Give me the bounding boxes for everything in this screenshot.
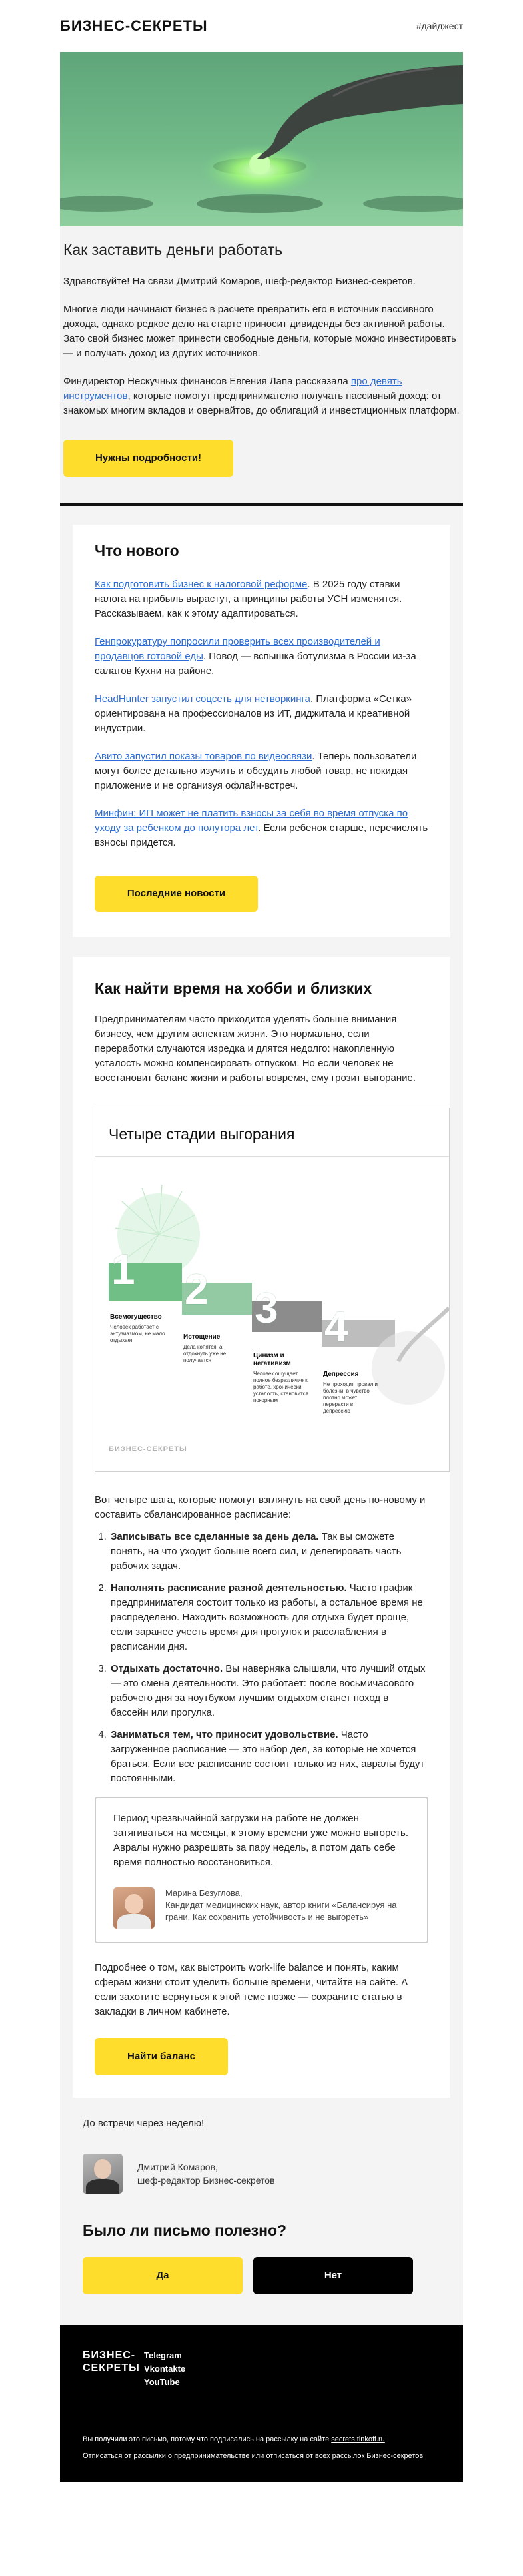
stage-description: Человек ощущает полное безразличие к работе, хронически усталость, становится покорным (253, 1371, 308, 1403)
site-link[interactable]: secrets.tinkoff.ru (331, 2435, 385, 2443)
intro-section (60, 226, 463, 503)
hero-illustration (60, 52, 463, 226)
social-link-telegram[interactable]: Telegram (144, 2350, 182, 2360)
hero-image (60, 52, 463, 226)
footer-top (83, 2349, 440, 2389)
news-card (73, 525, 450, 937)
footer (60, 2325, 463, 2482)
unsubscribe-all-link[interactable]: отписаться от всех рассылок Бизнес-секретов (266, 2452, 424, 2460)
step-item: 4. Заниматься тем, что приносит удовольствие. Часто загруженное расписание — это набор дел, за которые не хочется браться. Если все расписание состоит только из них, авралы будут постоянными. (109, 1728, 428, 1786)
news-list (95, 577, 428, 850)
steps-intro: Вот четыре шага, которые помогут взглянуть на свой день по-новому и составить сбалансированное расписание: (95, 1494, 426, 1520)
feedback-yes-button[interactable]: Да (83, 2257, 243, 2294)
expert-quote (95, 1797, 428, 1943)
signoff-text: До встречи через неделю! (83, 2118, 205, 2129)
intro-title: Как заставить деньги работать (63, 241, 283, 258)
latest-news-button[interactable]: Последние новости (95, 876, 258, 912)
social-link-youtube[interactable]: YouTube (144, 2377, 180, 2387)
feedback-title: Было ли письмо полезно? (83, 2222, 287, 2239)
stage-description: Не проходит провал и болезни, в чувство плотно может перерасти в депрессию (323, 1381, 378, 1414)
feedback-no-button[interactable]: Нет (253, 2257, 413, 2294)
social-links (144, 2349, 185, 2389)
burnout-figure (95, 1108, 450, 1472)
logo[interactable]: БИЗНЕС-СЕКРЕТЫ (60, 17, 208, 34)
step-item: 2. Наполнять расписание разной деятельностью. Часто график предпринимателя состоит только из работы, а остальное время не распределено. Находить возможность для отдыха будет проще, если заранее учесть время для прогулок и расслабления в расписании дня. (109, 1581, 428, 1654)
feedback-buttons (83, 2257, 440, 2325)
greeting-text: Здравствуйте! На связи Дмитрий Комаров, шеф-редактор Бизнес-секретов. (63, 276, 416, 287)
article-title: Как найти время на хобби и близких (95, 980, 372, 997)
signature (83, 2154, 440, 2194)
figure-watermark: БИЗНЕС-СЕКРЕТЫ (109, 1445, 187, 1453)
stage-description: Дела копятся, а отдохнуть уже не получается (183, 1344, 227, 1363)
article-intro: Предпринимателям часто приходится уделять больше внимания бизнесу, чем другим аспектам жизни. Это нормально, если переработки случаются изредка и длятся недолго: накопленную усталость можно компенсировать отпуском. Но если человек не восстановит баланс жизни и работы вовремя, ему грозит выгорание. (95, 1014, 416, 1084)
social-link-vkontakte[interactable]: Vkontakte (144, 2364, 186, 2374)
article-panel (60, 937, 463, 2098)
news-link[interactable]: HeadHunter запустил соцсеть для нетворкинга (95, 693, 311, 705)
news-link[interactable]: Генпрокуратуру попросили проверить всех производителей и продавцов готовой еды (95, 636, 380, 662)
quote-text: Период чрезвычайной загрузки на работе не должен затягиваться на месяцы, к этому времени уже можно выгореть. Авралы нужно разрешать за пару недель, а потом дать себе время полностью восстановиться. (113, 1813, 408, 1868)
quote-author (113, 1887, 412, 1929)
email-header (60, 0, 463, 52)
news-item: Как подготовить бизнес к налоговой реформе. В 2025 году ставки налога на прибыль вырастут, а принципы работы УСН изменятся. Рассказываем, как к этому адаптироваться. (95, 579, 402, 619)
editor-name: Дмитрий Комаров, (137, 2162, 218, 2172)
step-item: 1. Записывать все сделанные за день дела. Так вы сможете понять, на что уходит больше всего сил, и делегировать часть рабочих задач. (109, 1530, 428, 1574)
stage-number: 1 (111, 1245, 135, 1293)
unsubscribe-entrepreneur-link[interactable]: Отписаться от рассылки о предпринимательстве (83, 2452, 250, 2460)
details-button[interactable]: Нужны подробности! (63, 440, 233, 477)
intro-paragraph-2: Финдиректор Нескучных финансов Евгения Лапа рассказала про девять инструментов, которые помогут предпринимателю получать пассивный доход: от знакомых многим вкладов и овернайтов, до облигаций и инвестиционных платформ. (63, 376, 460, 416)
find-balance-button[interactable]: Найти баланс (95, 2038, 228, 2075)
news-item: Генпрокуратуру попросили проверить всех производителей и продавцов готовой еды. Повод — вспышка ботулизма в России из-за салатов Кухни на районе. (95, 636, 416, 677)
editor-avatar (83, 2154, 123, 2194)
news-item: Авито запустил показы товаров по видеосвязи. Теперь пользователи могут более детально изучить и обсудить любой товар, не покидая приложение и не организуя офлайн-встреч. (95, 751, 417, 791)
article-card (73, 957, 450, 2098)
news-link[interactable]: Авито запустил показы товаров по видеосвязи (95, 751, 312, 762)
news-title: Что нового (95, 542, 179, 559)
stage-number: 4 (324, 1303, 348, 1351)
news-link[interactable]: Как подготовить бизнес к налоговой реформе (95, 579, 308, 590)
footer-logo[interactable]: БИЗНЕС- СЕКРЕТЫ (83, 2350, 140, 2374)
stage-name: Всемогущество (110, 1313, 162, 1321)
author-description: Кандидат медицинских наук, автор книги «Балансируя на грани. Как сохранить устойчивость и не выгореть» (165, 1900, 397, 1922)
news-item: Минфин: ИП может не платить взносы за себя во время отпуска по уходу за ребенком до полутора лет. Если ребенок старше, перечислять взносы придется. (95, 808, 428, 848)
stage-name: Депрессия (323, 1371, 359, 1378)
editor-role: шеф-редактор Бизнес-секретов (137, 2175, 275, 2186)
unsubscribe-text: Отписаться от рассылки о предпринимательстве или отписаться от всех рассылок Бизнес-секретов (83, 2452, 424, 2460)
news-item: HeadHunter запустил соцсеть для нетворкинга. Платформа «Сетка» ориентирована на профессионалов из ИТ, диджитала и креативной индустрии. (95, 693, 412, 734)
author-avatar (113, 1887, 155, 1929)
stage-description: Человек работает с энтузиазмом, не мало отдыхает (110, 1324, 165, 1343)
intro-paragraph: Многие люди начинают бизнес в расчете превратить его в источник пассивного дохода, однако редкое дело на старте приносит дивиденды без активной работы. Зато свой бизнес может принести свободные деньги, которые можно инвестировать — и получать доход из других источников. (63, 304, 456, 359)
stage-name: Истощение (183, 1333, 221, 1341)
figure-title: Четыре стадии выгорания (109, 1126, 295, 1143)
article-outro: Подробнее о том, как выстроить work-life balance и понять, каким сферам жизни стоит уделить больше времени, читайте на сайте. А если захотите вернуться к этой теме позже — сохраните статью в закладки в личном кабинете. (95, 1962, 408, 2017)
signoff-panel (60, 2098, 463, 2325)
author-name: Марина Безуглова, (165, 1888, 243, 1898)
stage-number: 3 (255, 1284, 278, 1332)
instruments-link[interactable]: про девять инструментов (63, 376, 402, 402)
steps-list (95, 1530, 428, 1786)
footer-note: Вы получили это письмо, потому что подписались на рассылку на сайте secrets.tinkoff.ru (83, 2435, 385, 2443)
news-panel (60, 506, 463, 937)
stage-number: 2 (185, 1265, 209, 1313)
news-link[interactable]: Минфин: ИП может не платить взносы за себя во время отпуска по уходу за ребенком до полутора лет (95, 808, 408, 834)
digest-tag: #дайджест (416, 21, 463, 31)
stage-name: Цинизм и негативизм (253, 1352, 291, 1367)
step-item: 3. Отдыхать достаточно. Вы наверняка слышали, что лучший отдых — это смена деятельности. Это работает: после восьмичасового рабочего дня за ноутбуком лучшим отдыхом станет поход в бассейн или прогулка. (109, 1662, 428, 1720)
